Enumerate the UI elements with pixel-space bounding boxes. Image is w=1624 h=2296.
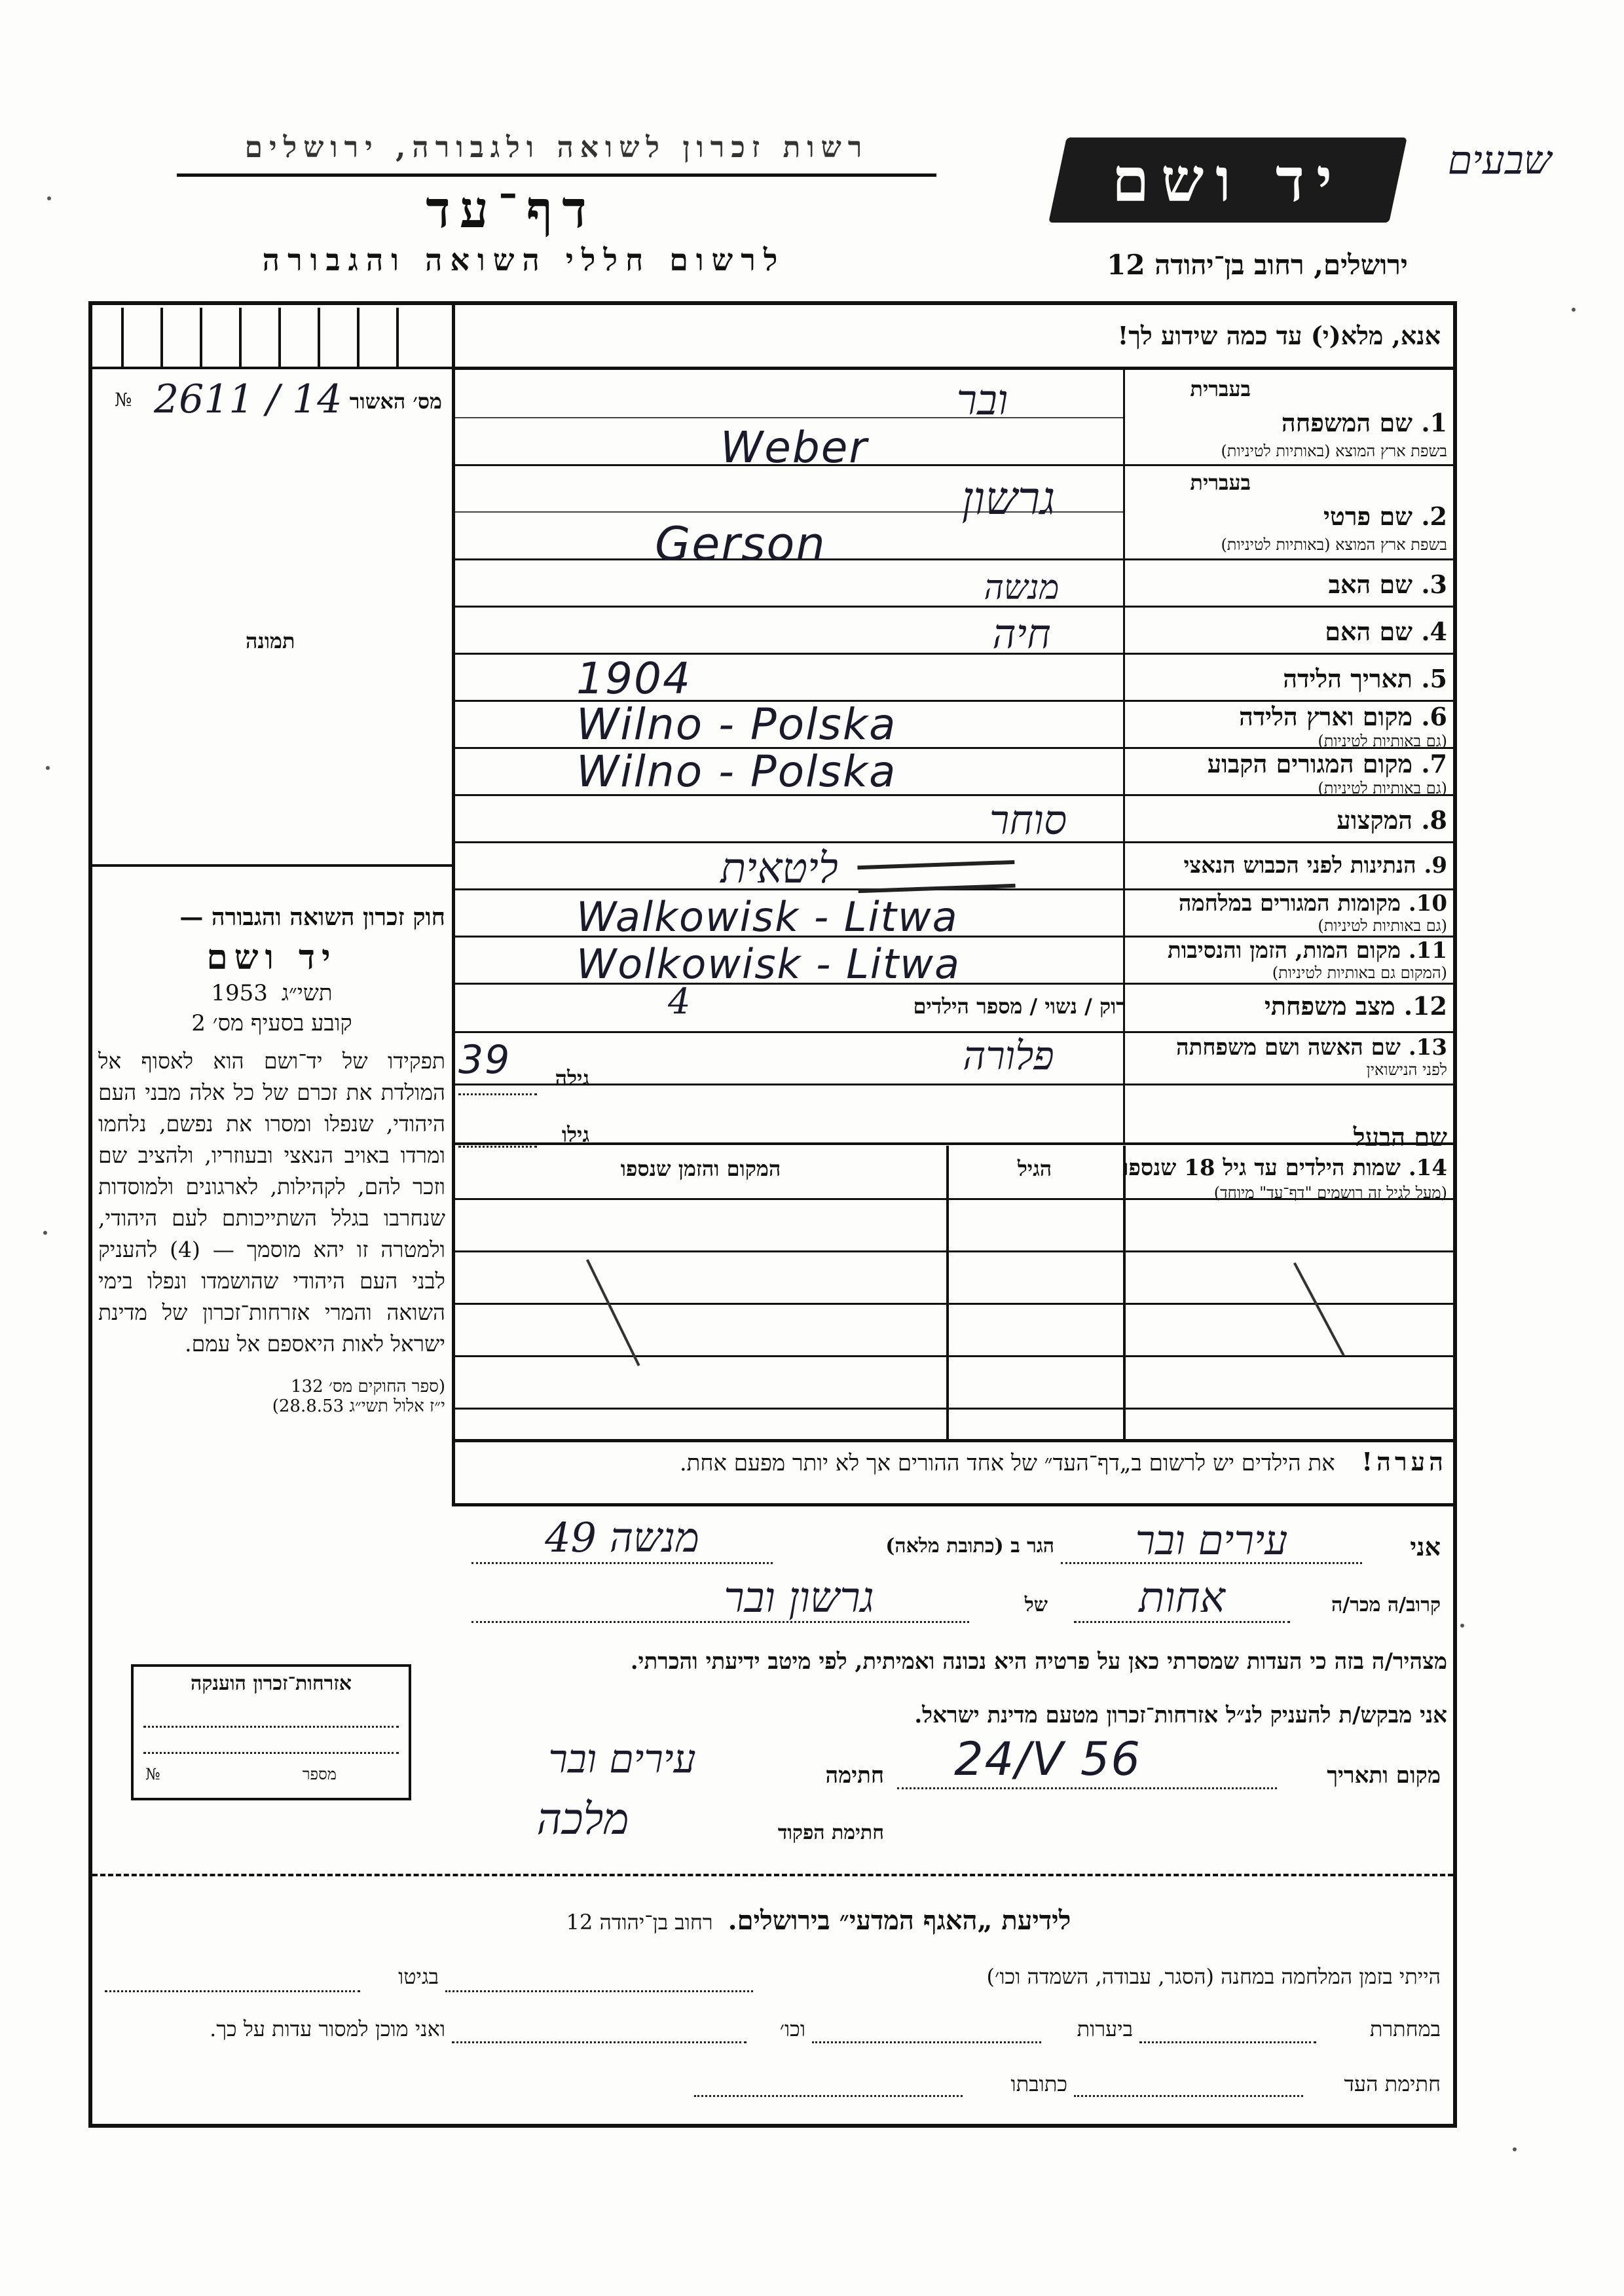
approval-label: מס׳ האשור	[349, 389, 442, 414]
signature-label: חתימה	[825, 1762, 884, 1789]
children-col-place: המקום והזמן שנספו	[620, 1156, 781, 1181]
note-text: את הילדים יש לרשום ב„דף־העד״ של אחד ההורים אך לא יותר מפעם אחת.	[679, 1450, 1335, 1476]
place-date-value: 24/V 56	[954, 1732, 1141, 1786]
field-4	[1126, 617, 1447, 647]
field-6-sub2: (גם באותיות לטיניות)	[1318, 732, 1447, 750]
field-3-label: שם האב	[1328, 570, 1413, 599]
form-title: דף־עד	[426, 180, 596, 240]
marital-options: רוק / נשוי / מספר הילדים	[913, 994, 1126, 1019]
of-value: גרשון ובר	[724, 1574, 874, 1622]
decl-of-label: של	[1024, 1594, 1048, 1616]
law-body: תפקידו של יד־ושם הוא לאסוף אל המולדת את זכרם של כל אלה מבני העם היהודי, שנפלו ומסרו את נפשם, נלחמו ומרדו באויב הנאצי ובעוזריו, ולהציב שם וזכר להם, לקהילות, לארגונים ולמוסדות שנחרבו בגלל השתייכותם לעם היהודי, ולמטרה זו יהא מוסמך — (4) להעניק לבני העם היהודי שהושמדו ונפלו בימי השואה והמרי אזרחות־זכרון של מדינת ישראל לאות היאספם אל עמם.	[98, 1048, 445, 1357]
law-source-1: (ספר החוקים מס׳ 132	[291, 1377, 445, 1396]
citizenship-number-label: מספר	[302, 1765, 337, 1783]
declarant-name: עירים ובר	[1135, 1516, 1288, 1564]
footer-heading	[393, 1905, 1244, 1936]
approval-number-row	[95, 376, 449, 426]
citizenship-box	[131, 1664, 411, 1800]
wife-name: פלורה	[963, 1033, 1054, 1079]
approval-no-prefix: №	[115, 389, 132, 410]
footer-line2-d: ואני מוכן למסור עדות על כך.	[210, 2016, 445, 2041]
officer-label: חתימת הפקוד	[777, 1821, 884, 1844]
birth-place: Wilno - Polska	[576, 699, 897, 750]
residence-place: Wilno - Polska	[576, 746, 897, 797]
frame-left	[88, 301, 92, 2128]
footer-line2-c: וכו׳	[779, 2016, 805, 2041]
profession: סוחר	[989, 796, 1067, 844]
approval-box	[95, 308, 445, 367]
field-11-num: 11.	[1408, 938, 1447, 964]
field-2-num: 2.	[1421, 501, 1447, 531]
first-name-hebrew: גרשון	[961, 471, 1056, 525]
law-clause: קובע בסעיף מס׳ 2	[191, 1010, 352, 1036]
top-banner: רשות זכרון לשואה ולגבורה, ירושלים	[244, 131, 869, 164]
field-10-sub2: (גם באותיות לטיניות)	[1318, 917, 1447, 935]
field-4-label: שם האם	[1325, 617, 1413, 646]
children-count: 4	[668, 981, 691, 1022]
place-date-label: מקום ותאריך	[1327, 1762, 1441, 1789]
field-8-label: המקצוע	[1337, 805, 1413, 835]
field-13	[1126, 1034, 1447, 1080]
children-table-title: 14. שמות הילדים עד גיל 18 שנספו	[1122, 1155, 1447, 1181]
field-10	[1126, 890, 1447, 936]
decl-relative-label: קרוב/ה מכר/ה	[1331, 1594, 1441, 1616]
footer-line3-a: חתימת העד	[1344, 2071, 1441, 2096]
field-7-label: מקום המגורים הקבוע	[1207, 749, 1413, 778]
banner-rule	[177, 173, 936, 177]
field-9-label: הנתינות לפני הכבוש הנאצי	[1183, 852, 1416, 879]
frame-top	[88, 301, 1457, 305]
citizenship-no: №	[145, 1765, 160, 1783]
field-11-sub2: (המקום גם באותיות לטיניות)	[1272, 964, 1447, 982]
field-2	[1126, 470, 1447, 562]
war-residence: Walkowisk - Litwa	[576, 893, 959, 941]
decl-resides-label: הגר ב (כתובת מלאה)	[885, 1535, 1054, 1558]
field-10-label: מקומות המגורים במלחמה	[1178, 890, 1401, 917]
logo-text: יד ושם	[1111, 145, 1344, 215]
note-label: הערה!	[1361, 1447, 1447, 1476]
first-name-latin: Gerson	[655, 517, 826, 571]
nationality: ליטאית	[720, 845, 838, 893]
field-9	[1126, 852, 1447, 879]
field-7-sub2: (גם באותיות לטיניות)	[1318, 779, 1447, 797]
field-6-label: מקום וארץ הלידה	[1239, 702, 1413, 731]
children-table-subtitle: (מעל לגיל זה רושמים "דף־עד" מיוחד)	[1213, 1184, 1447, 1202]
decl-statement: מצהיר/ה בזה כי העדות שמסרתי כאן על פרטיה היא נכונה ואמיתית, לפי מיטב ידיעתי והכרתי.	[630, 1649, 1447, 1675]
field-12-label: מצב משפחתי	[1264, 991, 1395, 1021]
law-heading: חוק זכרון השואה והגבורה —	[179, 903, 445, 931]
field-3-num: 3.	[1421, 570, 1447, 599]
wife-age: 39	[458, 1037, 511, 1083]
birth-date: 1904	[576, 653, 692, 704]
field-7	[1126, 749, 1447, 798]
father-name: מנשה	[984, 568, 1060, 608]
decl-ani: אני	[1410, 1532, 1441, 1561]
field-1-sub: בעברית	[1190, 376, 1251, 401]
decl-request: אני מבקש/ת להעניק לנ״ל אזרחות־זכרון מטעם מדינת ישראל.	[914, 1702, 1447, 1728]
declarant-address: מנשה 49	[545, 1514, 699, 1561]
photo-label: תמונה	[246, 629, 295, 653]
field-8	[1126, 805, 1447, 835]
field-husband: שם הבעל	[1353, 1122, 1447, 1152]
law-year: 1953	[211, 980, 268, 1006]
death-place: Wolkowisk - Litwa	[576, 940, 961, 988]
law-box	[98, 903, 445, 1416]
photo-area	[95, 432, 449, 864]
field-13-sub2: לפני הנישואין	[1366, 1061, 1447, 1079]
family-name-latin: Weber	[720, 422, 868, 473]
field-12	[1126, 991, 1447, 1021]
field-13-label: שם האשה ושם משפחתה	[1176, 1034, 1401, 1061]
field-10-num: 10.	[1408, 890, 1447, 917]
relation-value: אחות	[1139, 1574, 1225, 1622]
handwritten-corner-note: שבעים	[1447, 137, 1552, 183]
field-4-num: 4.	[1421, 617, 1447, 646]
approval-number: 2611 / 14	[154, 376, 342, 422]
husband-age-label: גילו	[561, 1122, 589, 1147]
law-org: יד ושם	[206, 938, 337, 977]
footer-line2-a: במחתרת	[1369, 2016, 1441, 2041]
field-1-label: שם המשפחה	[1281, 408, 1413, 437]
footer-address: רחוב בן־יהודה 12	[566, 1910, 713, 1935]
footer-line1-b: בגיטו	[398, 1964, 439, 1989]
frame-bottom	[88, 2124, 1457, 2128]
field-6-num: 6.	[1421, 702, 1447, 731]
signature-value: עירים ובר	[548, 1736, 696, 1782]
field-3	[1126, 570, 1447, 600]
law-source-2: י״ז אלול תשי״ג 28.8.53)	[272, 1396, 445, 1416]
field-1-num: 1.	[1421, 408, 1447, 437]
field-5-num: 5.	[1421, 664, 1447, 693]
field-6	[1126, 702, 1447, 751]
field-1-sub2: בשפת ארץ המוצא (באותיות לטיניות)	[1221, 442, 1447, 460]
field-7-num: 7.	[1421, 749, 1447, 778]
mother-name: חיה	[992, 610, 1051, 658]
field-13-num: 13.	[1408, 1034, 1447, 1061]
footer-title: לידיעת „האגף המדעי״ בירושלים.	[728, 1905, 1071, 1936]
field-2-label: שם פרטי	[1323, 501, 1413, 531]
field-9-num: 9.	[1424, 852, 1447, 879]
law-year-he: תשי״ג	[281, 980, 333, 1006]
field-8-num: 8.	[1421, 805, 1447, 835]
children-col-age: הגיל	[1017, 1156, 1052, 1181]
field-2-sub2: בשפת ארץ המוצא (באותיות לטיניות)	[1221, 536, 1447, 554]
frame-right	[1453, 301, 1457, 2128]
field-5	[1126, 664, 1447, 694]
wife-age-label: גילה	[555, 1066, 589, 1091]
footer-line1-a: הייתי בזמן המלחמה במחנה (הסגר, עבודה, השמדה וכו׳)	[986, 1964, 1441, 1989]
field-11-label: מקום המות, הזמן והנסיבות	[1167, 938, 1401, 964]
field-5-label: תאריך הלידה	[1283, 664, 1413, 693]
citizenship-title: אזרחות־זכרון הוענקה	[190, 1672, 352, 1695]
crossed-out-word	[857, 860, 1015, 893]
field-11	[1126, 938, 1447, 983]
field-1	[1126, 376, 1447, 468]
note-row	[465, 1447, 1447, 1493]
officer-signature: מלכה	[536, 1794, 629, 1844]
field-2-sub: בעברית	[1190, 470, 1251, 495]
yad-vashem-logo	[1048, 137, 1407, 223]
intro-text: אנא, מלא(י) עד כמה שידוע לך!	[1117, 321, 1441, 350]
footer-line3-b: כתובתו	[1010, 2071, 1067, 2096]
family-name-hebrew: ובר	[956, 376, 1008, 425]
footer-line2-b: ביערות	[1077, 2016, 1133, 2041]
address: ירושלים, רחוב בן־יהודה 12	[1107, 249, 1408, 281]
field-12-num: 12.	[1403, 991, 1447, 1021]
form-subtitle: לרשום חללי השואה והגבורה	[262, 242, 786, 278]
